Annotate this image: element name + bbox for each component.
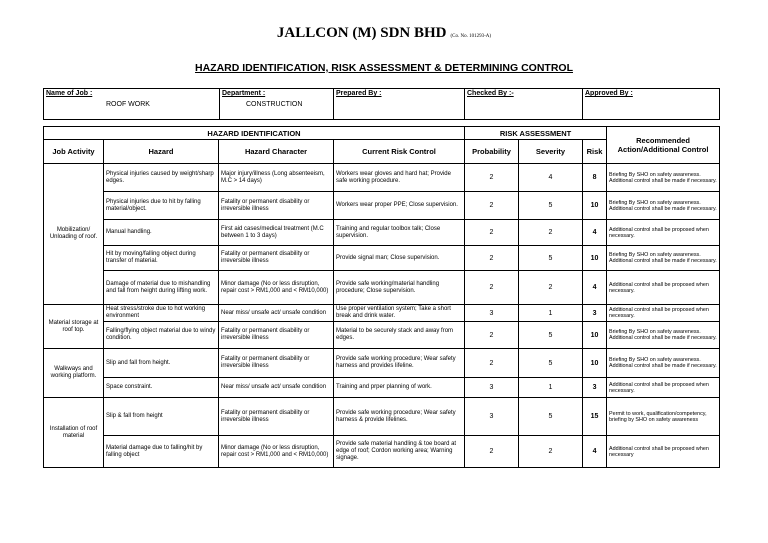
probability-cell: 3 xyxy=(465,378,519,398)
current-control-cell: Provide safe working procedure; Wear safety harness & provide lifelines. xyxy=(334,398,465,436)
probability-cell: 3 xyxy=(465,398,519,436)
hazard-character-cell: First aid cases/medical treatment (M.C between 1 to 3 days) xyxy=(219,220,334,246)
company-registration: (Co. No. 101293-A) xyxy=(450,34,492,39)
severity-cell: 5 xyxy=(519,246,583,271)
risk-cell: 10 xyxy=(583,192,607,220)
risk-cell: 10 xyxy=(583,322,607,349)
table-row xyxy=(44,398,720,436)
current-control-cell: Use proper ventilation system; Take a short break and drink water. xyxy=(334,305,465,322)
table-row xyxy=(44,192,720,220)
severity-cell: 5 xyxy=(519,398,583,436)
hazard-cell: Space constraint. xyxy=(104,378,219,398)
approved-by-cell xyxy=(583,89,720,120)
severity-cell: 2 xyxy=(519,436,583,468)
probability-cell: 2 xyxy=(465,271,519,305)
job-activity-cell: Installation of roof material xyxy=(44,398,104,468)
hazard-cell: Heat stress/stroke due to hot working environment xyxy=(104,305,219,322)
probability-cell: 2 xyxy=(465,164,519,192)
department-cell xyxy=(220,89,334,120)
prepared-by-cell xyxy=(334,89,465,120)
job-info-table xyxy=(43,88,720,120)
hazard-cell: Slip & fall from height xyxy=(104,398,219,436)
current-control-cell: Provide safe material handling & toe board at edge of roof; Cordon working area; Warning signage. xyxy=(334,436,465,468)
job-activity-cell: Mobilization/ Unloading of roof. xyxy=(44,164,104,305)
hazard-character-header: Hazard Character xyxy=(219,140,334,164)
probability-cell: 2 xyxy=(465,220,519,246)
recommended-action-cell: Permit to work, qualification/competency, briefing by SHO on safety awareness xyxy=(607,398,720,436)
table-row xyxy=(44,349,720,378)
table-row xyxy=(44,220,720,246)
current-risk-control-header: Current Risk Control xyxy=(334,140,465,164)
current-control-cell: Workers wear proper PPE; Close supervision. xyxy=(334,192,465,220)
recommended-action-cell: Additional control shall be proposed when necessary xyxy=(607,436,720,468)
checked-by-cell xyxy=(465,89,583,120)
recommended-action-cell: Briefing By SHO on safety awareness. Additional control shall be made if necessary. xyxy=(607,349,720,378)
recommended-action-cell: Briefing By SHO on safety awareness. Additional control shall be made if necessary. xyxy=(607,322,720,349)
recommended-action-cell: Additional control shall be proposed when necessary. xyxy=(607,378,720,398)
hazard-cell: Hit by moving/falling object during transfer of material. xyxy=(104,246,219,271)
hazard-character-cell: Near miss/ unsafe act/ unsafe condition xyxy=(219,305,334,322)
department-value: CONSTRUCTION xyxy=(246,101,303,108)
hazard-header: Hazard xyxy=(104,140,219,164)
job-name-value: ROOF WORK xyxy=(106,101,150,108)
risk-cell: 4 xyxy=(583,220,607,246)
risk-cell: 10 xyxy=(583,349,607,378)
hazard-table-body xyxy=(44,164,720,468)
recommended-action-cell: Briefing By SHO on safety awareness. Additional control shall be made if necessary. xyxy=(607,246,720,271)
job-name-cell xyxy=(44,89,220,120)
hazard-cell: Damage of material due to mishandling and fall from height during lifting work. xyxy=(104,271,219,305)
recommended-action-cell: Briefing By SHO on safety awareness. Additional control shall be made if necessary. xyxy=(607,164,720,192)
severity-cell: 5 xyxy=(519,322,583,349)
hazard-character-cell: Major injury/illness (Long absenteeism, M.C > 14 days) xyxy=(219,164,334,192)
hazard-cell: Material damage due to falling/hit by falling object xyxy=(104,436,219,468)
hazard-character-cell: Near miss/ unsafe act/ unsafe condition xyxy=(219,378,334,398)
hazard-character-cell: Minor damage (No or less disruption, repair cost > RM1,000 and < RM10,000) xyxy=(219,271,334,305)
severity-header: Severity xyxy=(519,140,583,164)
probability-cell: 2 xyxy=(465,436,519,468)
hazard-cell: Physical injuries caused by weight/sharp edges. xyxy=(104,164,219,192)
hazard-character-cell: Fatality or permanent disability or irreversible illness xyxy=(219,349,334,378)
severity-cell: 2 xyxy=(519,220,583,246)
table-row xyxy=(44,305,720,322)
risk-cell: 10 xyxy=(583,246,607,271)
hazard-character-cell: Fatality or permanent disability or irreversible illness xyxy=(219,192,334,220)
hazard-cell: Physical injuries due to hit by falling material/object. xyxy=(104,192,219,220)
company-header xyxy=(0,24,768,42)
severity-cell: 1 xyxy=(519,305,583,322)
hazard-cell: Falling/flying object material due to windy condition. xyxy=(104,322,219,349)
probability-cell: 2 xyxy=(465,322,519,349)
severity-cell: 2 xyxy=(519,271,583,305)
risk-assessment-header: RISK ASSESSMENT xyxy=(465,127,607,140)
severity-cell: 1 xyxy=(519,378,583,398)
risk-cell: 3 xyxy=(583,305,607,322)
department-label: Department : xyxy=(222,90,266,97)
current-control-cell: Provide safe working/material handling procedure; Close supervision. xyxy=(334,271,465,305)
hazard-character-cell: Fatality or permanent disability or irreversible illness xyxy=(219,398,334,436)
hazard-character-cell: Fatality or permanent disability or irreversible illness xyxy=(219,246,334,271)
current-control-cell: Training and regular toolbox talk; Close supervision. xyxy=(334,220,465,246)
table-row xyxy=(44,271,720,305)
risk-cell: 4 xyxy=(583,271,607,305)
hazard-character-cell: Fatality or permanent disability or irreversible illness xyxy=(219,322,334,349)
recommended-action-cell: Additional control shall be proposed when necessary. xyxy=(607,220,720,246)
risk-cell: 8 xyxy=(583,164,607,192)
job-activity-header: Job Activity xyxy=(44,140,104,164)
severity-cell: 5 xyxy=(519,192,583,220)
recommended-action-cell: Briefing By SHO on safety awareness. Additional control shall be made if necessary. xyxy=(607,192,720,220)
current-control-cell: Workers wear gloves and hard hat; Provide safe working procedure. xyxy=(334,164,465,192)
risk-cell: 3 xyxy=(583,378,607,398)
table-row xyxy=(44,322,720,349)
current-control-cell: Provide safe working procedure; Wear safety harness and provides lifeline. xyxy=(334,349,465,378)
recommended-action-cell: Additional control shall be proposed when necessary. xyxy=(607,305,720,322)
hazard-identification-header: HAZARD IDENTIFICATION xyxy=(44,127,465,140)
table-row xyxy=(44,436,720,468)
checked-by-label: Checked By :- xyxy=(467,90,514,97)
job-name-label: Name of Job : xyxy=(46,90,93,97)
probability-header: Probability xyxy=(465,140,519,164)
table-row xyxy=(44,164,720,192)
hazard-character-cell: Minor damage (No or less disruption, repair cost > RM1,000 and < RM10,000) xyxy=(219,436,334,468)
probability-cell: 2 xyxy=(465,246,519,271)
document-title: HAZARD IDENTIFICATION, RISK ASSESSMENT & DETERMINING CONTROL xyxy=(195,62,573,74)
risk-cell: 4 xyxy=(583,436,607,468)
recommended-action-cell: Additional control shall be proposed when necessary. xyxy=(607,271,720,305)
risk-cell: 15 xyxy=(583,398,607,436)
severity-cell: 5 xyxy=(519,349,583,378)
severity-cell: 4 xyxy=(519,164,583,192)
recommended-action-header: Recommended Action/Additional Control xyxy=(607,127,720,164)
current-control-cell: Provide signal man; Close supervision. xyxy=(334,246,465,271)
probability-cell: 2 xyxy=(465,192,519,220)
job-activity-cell: Walkways and working platform. xyxy=(44,349,104,398)
risk-header: Risk xyxy=(583,140,607,164)
job-activity-cell: Material storage at roof top. xyxy=(44,305,104,349)
hazard-cell: Slip and fall from height. xyxy=(104,349,219,378)
company-name: JALLCON (M) SDN BHD xyxy=(276,25,447,41)
prepared-by-label: Prepared By : xyxy=(336,90,382,97)
hazard-cell: Manual handling. xyxy=(104,220,219,246)
hazard-table xyxy=(43,126,720,468)
current-control-cell: Training and prper planning of work. xyxy=(334,378,465,398)
probability-cell: 3 xyxy=(465,305,519,322)
current-control-cell: Material to be securely stack and away from edges. xyxy=(334,322,465,349)
table-row xyxy=(44,246,720,271)
probability-cell: 2 xyxy=(465,349,519,378)
table-row xyxy=(44,378,720,398)
approved-by-label: Approved By : xyxy=(585,90,633,97)
